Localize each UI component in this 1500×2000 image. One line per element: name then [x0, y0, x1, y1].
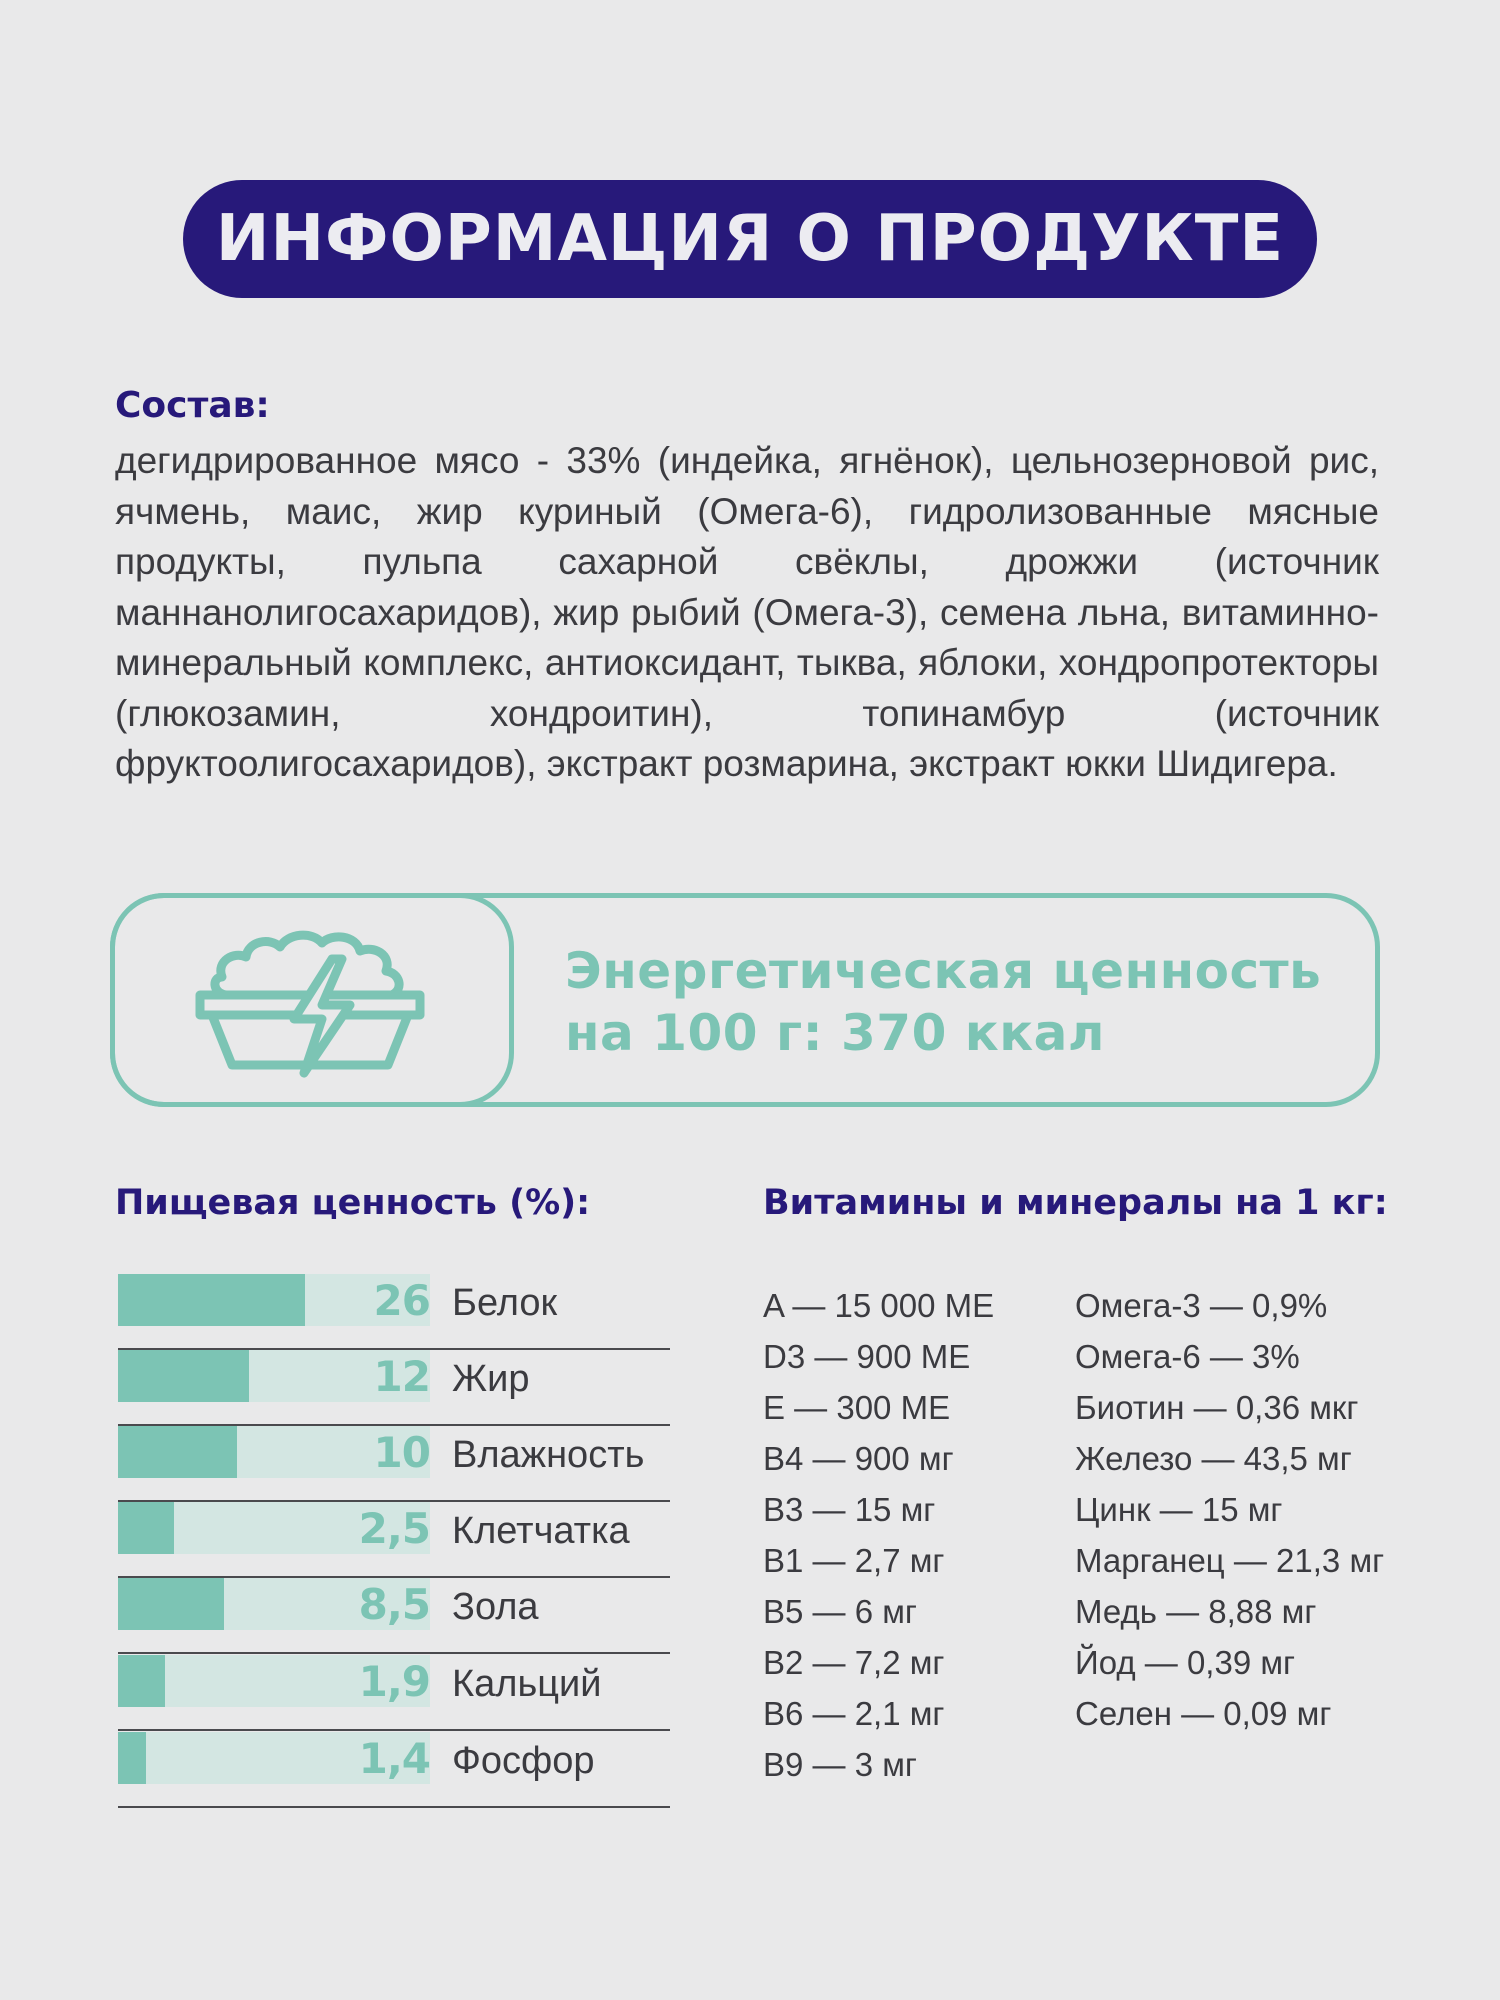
- mineral-item: Железо — 43,5 мг: [1075, 1440, 1352, 1477]
- mineral-item: Омега-3 — 0,9%: [1075, 1287, 1328, 1324]
- nutrition-heading: Пищевая ценность (%):: [115, 1183, 591, 1223]
- bar-label: Кальций: [452, 1663, 602, 1705]
- composition-heading: Состав:: [115, 385, 270, 426]
- bar-value: 10: [373, 1428, 430, 1477]
- bar-value: 1,9: [358, 1657, 430, 1706]
- food-bowl-lightning-icon: [182, 915, 442, 1085]
- bar-value: 2,5: [358, 1504, 430, 1553]
- bar-fill: [118, 1426, 237, 1478]
- mineral-item: Омега-6 — 3%: [1075, 1338, 1300, 1375]
- vitamin-item: B9 — 3 мг: [763, 1746, 917, 1783]
- bar-label: Влажность: [452, 1434, 645, 1476]
- nutrition-row: [118, 1502, 670, 1578]
- bar-fill: [118, 1732, 146, 1784]
- bar-fill: [118, 1578, 224, 1630]
- bar-label: Клетчатка: [452, 1510, 630, 1552]
- bar-fill: [118, 1502, 174, 1554]
- bar-value: 1,4: [358, 1734, 430, 1783]
- mineral-item: Медь — 8,88 мг: [1075, 1593, 1317, 1630]
- vitamin-item: A — 15 000 МЕ: [763, 1287, 995, 1324]
- mineral-item: Йод — 0,39 мг: [1075, 1644, 1296, 1681]
- bar-label: Белок: [452, 1282, 558, 1324]
- bar-value: 12: [373, 1352, 430, 1401]
- vitamin-item: D3 — 900 МЕ: [763, 1338, 971, 1375]
- energy-value-box: [110, 893, 1380, 1107]
- nutrition-row: [118, 1732, 670, 1808]
- nutrition-row: [118, 1426, 670, 1502]
- nutrition-row: [118, 1350, 670, 1426]
- mineral-item: Селен — 0,09 мг: [1075, 1695, 1332, 1732]
- title-banner: [183, 180, 1317, 298]
- nutrition-row: [118, 1578, 670, 1654]
- vitamin-item: B4 — 900 мг: [763, 1440, 954, 1477]
- vitamins-column-1: [763, 1280, 994, 1790]
- bar-label: Зола: [452, 1586, 539, 1628]
- vitamin-item: B1 — 2,7 мг: [763, 1542, 945, 1579]
- nutrition-row: [118, 1655, 670, 1731]
- mineral-item: Марганец — 21,3 мг: [1075, 1542, 1385, 1579]
- vitamins-column-2: [1075, 1280, 1384, 1739]
- composition-text: дегидрированное мясо - 33% (индейка, ягнёнок), цельнозерновой рис, ячмень, маис, жир куриный (Омега-6), гидролизованные мясные продукты, пульпа сахарной свёклы, дрожжи (источник маннанолигосахаридов), жир рыбий (Омега-3), семена льна, витаминно-минеральный комплекс, антиоксидант, тыква, яблоки, хондропротекторы (глюкозамин, хондроитин), топинамбур (источник фруктоолигосахаридов), экстракт розмарина, экстракт юкки Шидигера.: [115, 440, 1379, 784]
- energy-text: [565, 940, 1321, 1064]
- vitamin-item: B3 — 15 мг: [763, 1491, 936, 1528]
- vitamin-item: B5 — 6 мг: [763, 1593, 917, 1630]
- bar-fill: [118, 1274, 305, 1326]
- bar-value: 8,5: [358, 1580, 430, 1629]
- vitamin-item: B6 — 2,1 мг: [763, 1695, 945, 1732]
- bar-fill: [118, 1350, 249, 1402]
- mineral-item: Цинк — 15 мг: [1075, 1491, 1283, 1528]
- page-title: ИНФОРМАЦИЯ О ПРОДУКТЕ: [215, 202, 1285, 276]
- bar-value: 26: [373, 1276, 430, 1325]
- energy-line-1: Энергетическая ценность: [565, 942, 1322, 1000]
- vitamin-item: B2 — 7,2 мг: [763, 1644, 945, 1681]
- vitamin-item: E — 300 МЕ: [763, 1389, 951, 1426]
- vitamins-heading: Витамины и минералы на 1 кг:: [763, 1183, 1388, 1223]
- bar-label: Жир: [452, 1358, 530, 1400]
- energy-line-2: на 100 г: 370 ккал: [565, 1004, 1106, 1062]
- nutrition-row: [118, 1274, 670, 1350]
- bar-label: Фосфор: [452, 1740, 595, 1782]
- bar-fill: [118, 1655, 165, 1707]
- mineral-item: Биотин — 0,36 мкг: [1075, 1389, 1359, 1426]
- energy-icon-frame: [110, 893, 514, 1107]
